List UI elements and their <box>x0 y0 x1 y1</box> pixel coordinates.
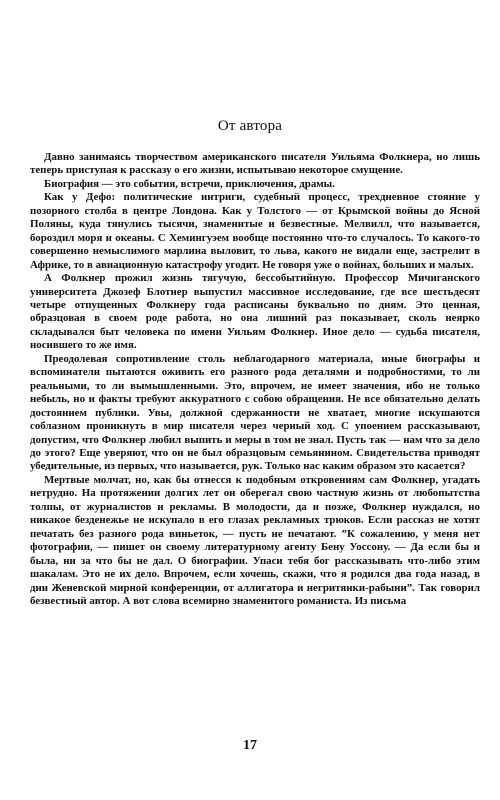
paragraph: Как у Дефо: политические интриги, судебный процесс, трехдневное стояние у позорного столба в центре Лондона. Как у Толстого — от Крымской войны до Ясной Поляны, куда тянулись тысячи, знаменитые и безвестные. Мелвилл, что называется, бороздил моря и океаны. С Хемингуэем вообще постоянно что-то случалось. То какого-то совершенно немыслимого марлина выловит, то льва, какого не видали еще, застрелит в Африке, то в авиационную катастрофу угодит. Не говоря уже о войнах, больших и малых. <box>30 191 480 271</box>
paragraph: Мертвые молчат, но, как бы отнесся к подобным откровениям сам Фолкнер, угадать нетрудно. На протяжении долгих лет он оберегал свою частную жизнь от любопытства толпы, от журналистов и рекламы. В молодости, да и позже, Фолкнер нуждался, но никакое безденежье не искупало в его глазах рекламных трюков. Если рассказ не хотят печатать без разного рода виньеток, — пусть не печатают. ”К сожалению, у меня нет фотографии, — пишет он своему литературному агенту Бену Уоссону. — Да если бы и была, ни за что бы не дал. О биографии. Упаси тебя бог рассказывать что-либо этим шакалам. Это не их дело. Впрочем, если хочешь, скажи, что я родился два года назад, в дни Женевской мирной конференции, от аллигатора и негритянки-рабыни”. Так говорил безвестный автор. А вот слова всемирно знаменитого романиста. Из письма <box>30 473 480 607</box>
body-text <box>30 151 480 608</box>
page-number: 17 <box>243 738 257 753</box>
paragraph: Давно занимаясь творчеством американского писателя Уильяма Фолкнера, но лишь теперь приступая к рассказу о его жизни, испытываю некоторое смущение. <box>30 151 480 177</box>
section-heading: От автора <box>217 118 283 134</box>
paragraph: Биография — это события, встречи, приключения, драмы. <box>44 177 335 190</box>
paragraph: Преодолевая сопротивление столь неблагодарного материала, иные биографы и вспоминатели пытаются оживить его разного рода деталями и подробностями, то ли реальными, то ли вымышленными. Это, впрочем, не имеет значения, ибо не только небыль, но и факты требуют аккуратного с собою обращения. Не все обязательно делать достоянием публики. Увы, должной сдержанности не хватает, многие искушаются соблазном проникнуть в мир писателя через черный ход. С упоением рассказывают, допустим, что Фолкнер любил выпить и меры в том не знал. Пусть так — нам что за дело до этого? Еще уверяют, что он не был образцовым семьянином. Свидетельства приводят убедительные, из первых, что называется, рук. Только нас каким образом это касается? <box>30 352 480 473</box>
paragraph: А Фолкнер прожил жизнь тягучую, бессобытийную. Профессор Мичиганского университета Джозеф Блотнер выпустил массивное исследование, где все шестьдесят четыре отпущенных Фолкнеру года расписаны буквально по дням. Это ценная, образцовая в своем роде работа, но она лишний раз показывает, сколь неярко складывался быт человека по имени Уильям Фолкнер. Иное дело — судьба писателя, носившего то же имя. <box>30 272 480 352</box>
